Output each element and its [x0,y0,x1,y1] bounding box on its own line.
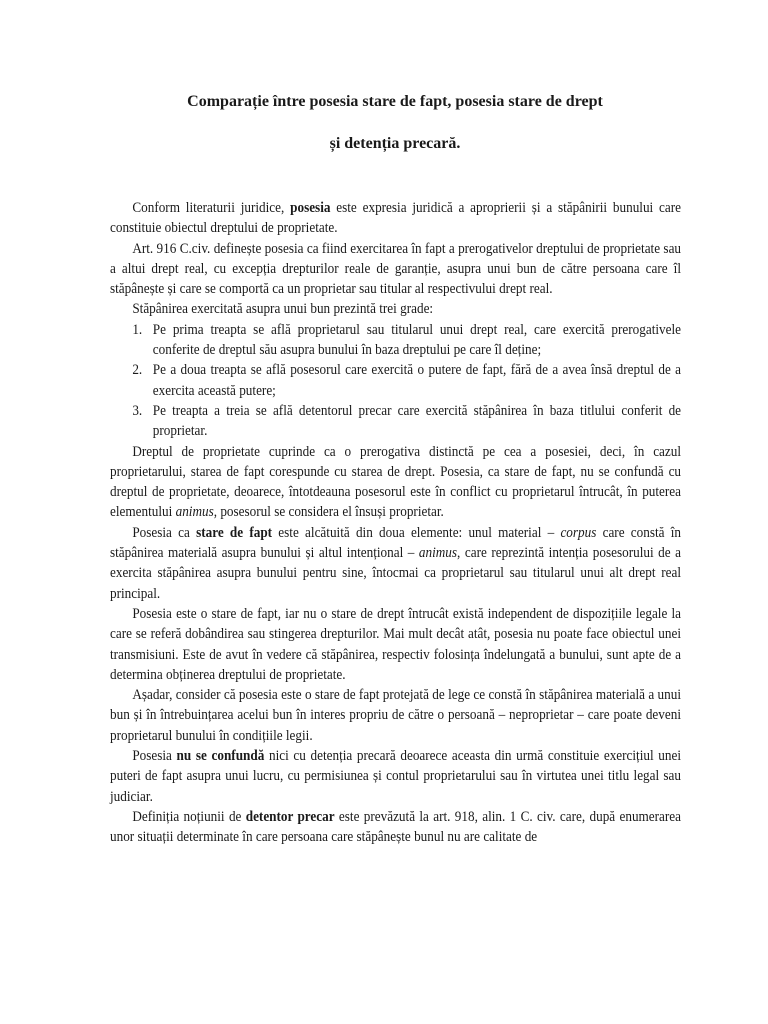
list-number: 1. [132,321,143,338]
list-item-text: Pe a doua treapta se află posesorul care exercită o putere de fapt, fără de a avea însă dreptul de a exercita această putere; [152,362,682,399]
paragraph-5 [110,523,681,604]
bold-term-stare-de-fapt: stare de fapt [196,524,273,541]
text-run: Posesia ca [132,524,197,541]
text-run: este expresia juridică a aproprierii și a stăpânirii bunului care constituie obiectul dreptului de proprietate. [110,200,682,237]
paragraph-9 [110,807,681,848]
paragraph-4 [110,442,681,523]
paragraph-7: Așadar, consider că posesia este o stare de fapt protejată de lege ce constă în stăpânirea materială a unui bun și în întrebuințarea acelui bun în interes propriu de către o persoană – neproprietar – care poate deveni proprietarul bunului în condițiile legii. [110,687,682,744]
bold-term-posesia: posesia [290,200,331,216]
list-item [110,360,681,401]
italic-term-corpus: corpus [560,524,597,541]
text-run: Definiția noțiunii de [132,808,246,825]
list-number: 2. [132,362,143,379]
text-run: Conform literaturii juridice, [132,200,291,216]
list-item [110,401,681,442]
text-run: nici cu detenția precară deoarece aceasta din urmă constituie exercițiul unei puteri de fapt asupra unui lucru, cu permisiunea și contul proprietarului sau în virtutea unei titlu legal sau judiciar. [110,748,682,805]
bold-term-nu-se-confunda: nu se confundă [176,748,265,765]
list-item-text: Pe treapta a treia se află detentorul precar care exercită stăpânirea în baza titlului conferit de proprietar. [152,402,682,440]
list-number: 3. [132,402,143,419]
bold-term-detentor-precar: detentor precar [245,808,335,825]
text-run: , care reprezintă intenția posesorului de a exercita stăpânirea asupra bunului pentru sine, întocmai ca proprietarul sau titularul unui alt drept real principal. [110,545,682,602]
text-run: este prevăzută la art. 918, alin. 1 C. civ. care, după enumerarea unor situații determinate în care persoana care stăpânește bunul nu are calitate de [110,808,682,846]
text-run: este alcătuită din doua elemente: unul material – [272,524,561,541]
text-run: Posesia [132,748,177,765]
document-body [110,198,681,848]
paragraph-3: Stăpânirea exercitată asupra unui bun prezintă trei grade: [132,301,434,318]
text-run: , posesorul se considera el însuși proprietar. [213,504,444,521]
document-title-line-1: Comparație între posesia stare de fapt, posesia stare de drept [187,93,603,110]
paragraph-8 [110,746,681,807]
text-run: Dreptul de proprietate cuprinde ca o prerogativa distinctă pe cea a posesiei, deci, în cazul proprietarului, starea de fapt corespunde cu starea de drept. Posesia, ca stare de fapt, nu se confundă cu dreptul de proprietate, deoarece, întotdeauna posesorul este în conflict cu proprietarul întrucât, în puterea elementului [110,443,682,521]
italic-term-animus: animus [175,504,214,521]
paragraph-6: Posesia este o stare de fapt, iar nu o stare de drept întrucât există independent de dispozițiile legale la care se referă dobândirea sau stingerea drepturilor. Mai mult decât atât, posesia nu poate face obiectul unei transmisiuni. Este de avut în vedere că stăpânirea, respectiv folosința îndelungată a bunului, sunt apte de a determina obținerea dreptului de proprietate. [110,605,682,683]
paragraph-1 [110,198,681,239]
degrees-list [110,320,681,442]
list-item [110,320,681,361]
paragraph-2: Art. 916 C.civ. definește posesia ca fiind exercitarea în fapt a prerogativelor dreptului de proprietate sau a altui drept real, cu excepția drepturilor reale de garanție, asupra unui bun de către persoana care îl stăpânește și care se comportă ca un proprietar sau titular al respectivului drept real. [110,240,682,298]
italic-term-animus: animus [418,545,458,562]
list-item-text: Pe prima treapta se află proprietarul sau titularul unui drept real, care exercită prerogativele conferite de dreptul său asupra bunului în baza dreptului pe care îl deține; [152,321,682,359]
document-title-line-2: și detenția precară. [329,135,461,152]
text-run: care constă în stăpânirea materială asupra bunului și altul intențional – [110,524,682,562]
